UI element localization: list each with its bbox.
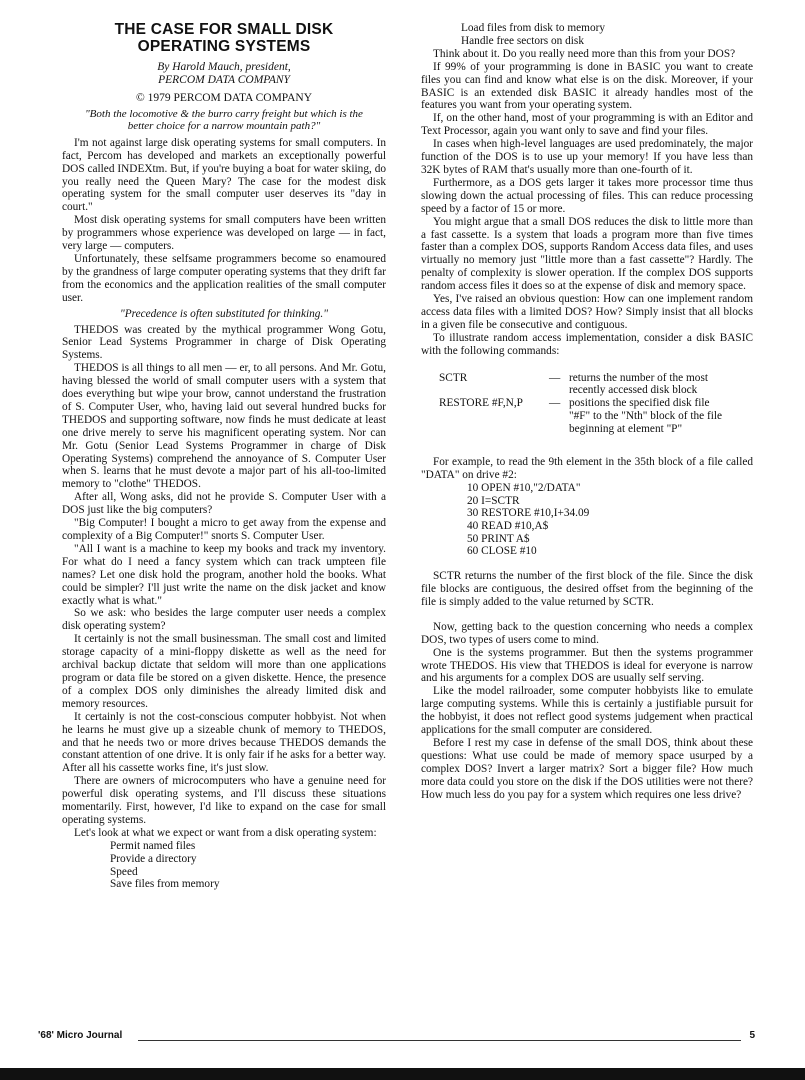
dos-requirements-list-continued bbox=[461, 22, 753, 48]
paragraph: Most disk operating systems for small computers have been written by programmers whose experience was developed on large — in fact, very large — computers. bbox=[62, 214, 386, 253]
title-line-2: OPERATING SYSTEMS bbox=[137, 37, 311, 55]
paragraph: After all, Wong asks, did not he provide S. Computer User with a DOS just like the big computers? bbox=[62, 491, 386, 517]
command-dash: — bbox=[549, 371, 561, 384]
paragraph: There are owners of microcomputers who have a genuine need for powerful disk operating systems, and I'll discuss these situations momentarily. First, however, I'd like to expand on the case for small operating systems. bbox=[62, 775, 386, 826]
paragraph: To illustrate random access implementation, consider a disk BASIC with the following commands: bbox=[421, 331, 753, 357]
code-line: 50 PRINT A$ bbox=[467, 532, 530, 545]
command-row bbox=[439, 397, 753, 436]
basic-code-listing bbox=[467, 482, 753, 558]
byline-author: By Harold Mauch, president, bbox=[157, 61, 291, 73]
list-item: Save files from memory bbox=[110, 878, 220, 891]
magazine-name: '68' Micro Journal bbox=[38, 1030, 123, 1041]
command-table bbox=[439, 372, 753, 437]
paragraph: "All I want is a machine to keep my books and track my inventory. For what do I need a fancy system which can track umpteen file names? Let one disk hold the program, another hold the books. What could be simpler? I'll just write the name on the disk jacket and know exactly what is what." bbox=[62, 542, 386, 607]
left-column bbox=[62, 22, 386, 891]
dos-requirements-list bbox=[110, 840, 386, 892]
paragraph: Unfortunately, these selfsame programmers become so enamoured by the grandness of large computer operating systems that they drift far from the economics and the application realities of the small computer user. bbox=[62, 252, 386, 304]
paragraph: It certainly is not the small businessman. The small cost and limited storage capacity of a mini-floppy diskette as well as the need for archival backup dictate that seldom will more than one applications program or data file be stored on a given diskette. Hence, the presence of a complex DOS only diminishes the already limited disk and memory resources. bbox=[62, 633, 386, 710]
paragraph: SCTR returns the number of the first block of the file. Since the disk file blocks are contiguous, the desired offset from the beginning of the file is simply added to the value returned by SCTR. bbox=[421, 570, 753, 608]
footer-rule bbox=[138, 1040, 741, 1041]
paragraph: I'm not against large disk operating systems for small computers. In fact, Percom has developed and markets an exceptionally powerful DOS called INDEXtm. But, if you're buying a boat for water skiing, do you really need the Queen Mary? The case for the modest disk operating system for the small computer user deserves its "day in court." bbox=[62, 136, 386, 214]
copyright-notice: © 1979 PERCOM DATA COMPANY bbox=[135, 92, 313, 104]
title-line-1: THE CASE FOR SMALL DISK bbox=[114, 21, 334, 38]
code-line: 60 CLOSE #10 bbox=[467, 545, 537, 558]
right-column bbox=[421, 22, 753, 802]
list-item: Handle free sectors on disk bbox=[461, 34, 584, 47]
paragraph: In cases when high-level languages are used predominately, the major function of the DOS is to use up your memory! If you have less than 32K bytes of RAM that's usually more than one-fourth of it. bbox=[421, 138, 753, 176]
article-title bbox=[62, 22, 386, 55]
paragraph: Furthermore, as a DOS gets larger it takes more processor time thus slowing down the actual processing of files. This can reduce processing speed by a factor of 15 or more. bbox=[421, 176, 753, 215]
scan-edge-bar bbox=[0, 1068, 805, 1080]
byline bbox=[62, 61, 386, 86]
list-item: Speed bbox=[110, 865, 138, 878]
list-item: Provide a directory bbox=[110, 852, 197, 865]
epigraph: "Both the locomotive & the burro carry freight but which is the better choice for a narrow mountain path?" bbox=[85, 108, 363, 133]
paragraph: THEDOS was created by the mythical programmer Wong Gotu, Senior Lead Systems Programmer in charge of Disk Operating Systems. bbox=[62, 323, 386, 362]
paragraph: So we ask: who besides the large computer user needs a complex disk operating system? bbox=[62, 607, 386, 633]
code-line: 10 OPEN #10,"2/DATA" bbox=[467, 481, 581, 494]
paragraph: It certainly is not the cost-conscious computer hobbyist. Not when he learns he must give up a sizeable chunk of memory to THEDOS, and that he needs two or more drives because THEDOS demands the constant attention of one drive. It is only fair if he asks for a better way. After all his cassette works fine, it's just slow. bbox=[62, 710, 386, 775]
code-line: 20 I=SCTR bbox=[467, 494, 520, 507]
command-row bbox=[439, 372, 753, 398]
byline-company: PERCOM DATA COMPANY bbox=[158, 73, 290, 86]
code-line: 40 READ #10,A$ bbox=[467, 520, 549, 533]
paragraph: If, on the other hand, most of your programming is with an Editor and Text Processor, again you want only to save and find your files. bbox=[421, 112, 753, 138]
paragraph: Like the model railroader, some computer hobbyists like to emulate large computing systems. While this is certainly a justifiable pursuit for the hobbyist, it does not reflect good systems judgement when practical applications for the small computer are considered. bbox=[421, 685, 753, 737]
command-dash: — bbox=[549, 397, 561, 410]
page-number: 5 bbox=[749, 1030, 755, 1041]
paragraph: Now, getting back to the question concerning who needs a complex DOS, two types of users come to mind. bbox=[421, 620, 753, 646]
paragraph: Let's look at what we expect or want from a disk operating system: bbox=[74, 826, 377, 839]
command-description: positions the specified disk file "#F" to the "Nth" block of the file beginning at element "P" bbox=[569, 397, 723, 436]
paragraph: For example, to read the 9th element in the 35th block of a file called "DATA" on drive #2: bbox=[421, 456, 753, 481]
paragraph: Think about it. Do you really need more than this from your DOS? bbox=[433, 47, 736, 60]
paragraph: Before I rest my case in defense of the small DOS, think about these questions: What use could be made of memory space usurped by a complex DOS? Invert a larger matrix? Sort a bigger file? How much more data could you store on the disk if the DOS utilities were not there? How much less do you pay for a system which requires one less drive? bbox=[421, 737, 753, 801]
paragraph: THEDOS is all things to all men — er, to all persons. And Mr. Gotu, having blessed the world of small computer users with a system that does everything but wipe your brow, cannot understand the frustration of S. Computer User, who, having laid out several hundred bucks for THEDOS and supporting software, now finds he must dedicate at least one drive merely to serve his magnificent operating system. Nor can Mr. Gotu (Senior Lead Systems Programmer in charge of Disk Operating Systems) comprehend the annoyance of S. Computer User when S. learns that he must devote a major part of his all-too-limited memory to "clothe" THEDOS. bbox=[62, 362, 386, 491]
code-line: 30 RESTORE #10,I+34.09 bbox=[467, 507, 590, 520]
command-name: RESTORE #F,N,P bbox=[439, 397, 523, 410]
page-footer bbox=[38, 1030, 755, 1044]
paragraph: One is the systems programmer. But then the systems programmer wrote THEDOS. His view that THEDOS is ideal for everyone is narrow and his arguments for a complex DOS are usually self serving. bbox=[421, 646, 753, 685]
paragraph: You might argue that a small DOS reduces the disk to little more than a fast cassette. Is a system that loads a program more than five times faster than a complex DOS, supports Random Access data files, and uses virtually no memory just "little more than a fast cassette"? Hardly. The penalty of complexity is slower operation. If the complex DOS supports random access files it does so at the expense of disk and memory space. bbox=[421, 215, 753, 293]
list-item: Load files from disk to memory bbox=[461, 22, 606, 34]
command-name: SCTR bbox=[439, 371, 468, 384]
paragraph: If 99% of your programming is done in BASIC you want to create files you can find and know what else is on the disk. Moreover, if your BASIC is an extended disk BASIC it already handles most of the features you want from your operating system. bbox=[421, 60, 753, 112]
pull-quote: "Precedence is often substituted for thinking." bbox=[120, 307, 328, 320]
paragraph: Yes, I've raised an obvious question: How can one implement random access data files with a limited DOS? How? Simply insist that all blocks in a given file be consecutive and contiguous. bbox=[421, 293, 753, 331]
list-item: Permit named files bbox=[110, 839, 196, 852]
paragraph: "Big Computer! I bought a micro to get away from the expense and complexity of a Big Computer!" snorts S. Computer User. bbox=[62, 517, 386, 542]
command-description: returns the number of the most recently accessed disk block bbox=[569, 371, 708, 397]
